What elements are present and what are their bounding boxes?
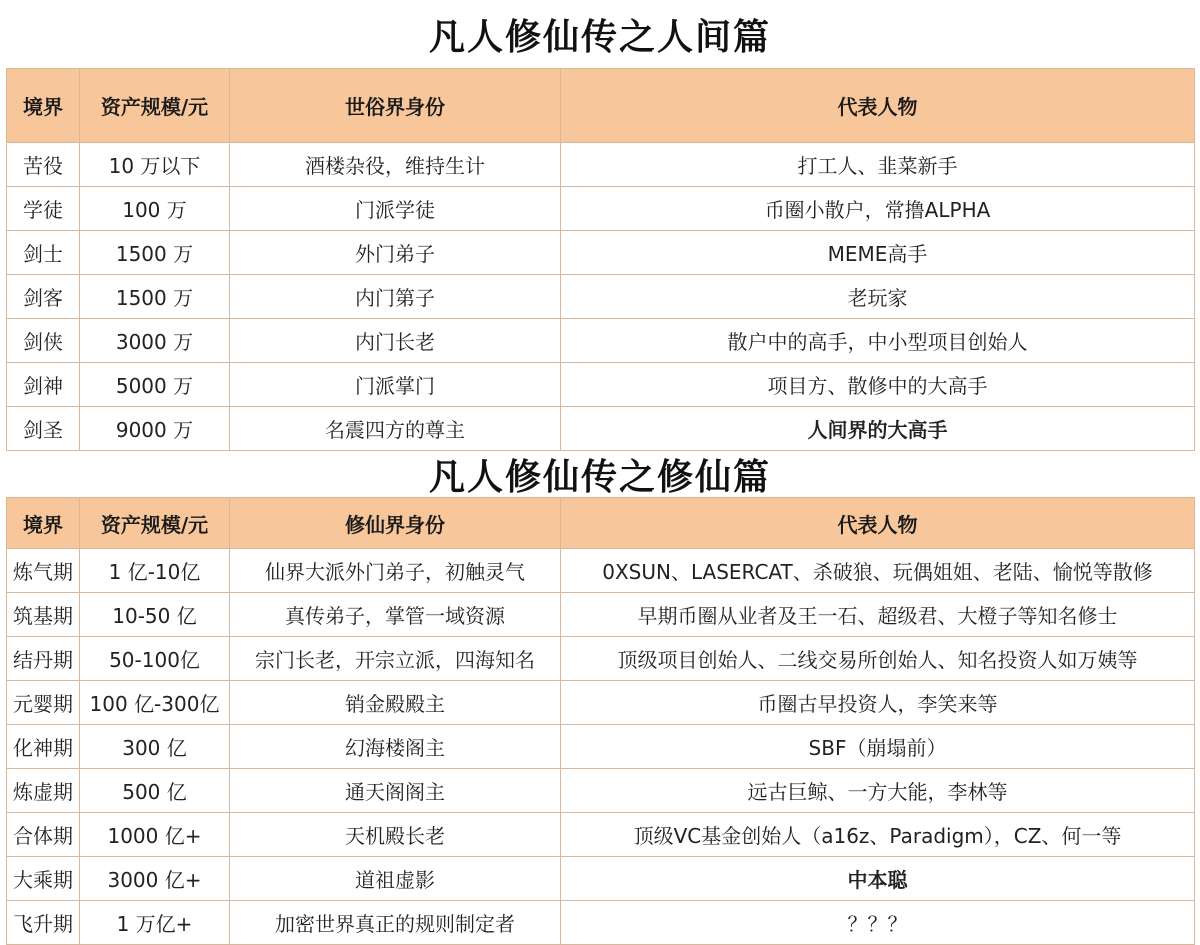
cell-assets: 100 亿-300亿 bbox=[80, 681, 230, 725]
table-row bbox=[7, 143, 1195, 187]
header-representatives: 代表人物 bbox=[561, 498, 1195, 549]
header-identity: 修仙界身份 bbox=[230, 498, 561, 549]
cell-identity: 加密世界真正的规则制定者 bbox=[230, 901, 561, 945]
table-row bbox=[7, 363, 1195, 407]
cell-identity: 真传弟子，掌管一域资源 bbox=[230, 593, 561, 637]
cell-assets: 9000 万 bbox=[80, 407, 230, 451]
cell-representatives: 顶级项目创始人、二线交易所创始人、知名投资人如万姨等 bbox=[561, 637, 1195, 681]
cell-representatives: 币圈古早投资人，李笑来等 bbox=[561, 681, 1195, 725]
cell-identity: 仙界大派外门弟子，初触灵气 bbox=[230, 549, 561, 593]
cell-realm: 剑侠 bbox=[7, 319, 80, 363]
cell-realm: 炼气期 bbox=[7, 549, 80, 593]
cell-realm: 结丹期 bbox=[7, 637, 80, 681]
cell-assets: 100 万 bbox=[80, 187, 230, 231]
cell-realm: 合体期 bbox=[7, 813, 80, 857]
header-identity: 世俗界身份 bbox=[230, 69, 561, 143]
cell-identity: 酒楼杂役，维持生计 bbox=[230, 143, 561, 187]
cell-identity: 销金殿殿主 bbox=[230, 681, 561, 725]
cell-assets: 3000 万 bbox=[80, 319, 230, 363]
cell-realm: 元婴期 bbox=[7, 681, 80, 725]
cell-representatives: 币圈小散户，常撸ALPHA bbox=[561, 187, 1195, 231]
cell-representatives: 人间界的大高手 bbox=[561, 407, 1195, 451]
header-row bbox=[7, 498, 1195, 549]
header-realm: 境界 bbox=[7, 498, 80, 549]
cell-realm: 剑客 bbox=[7, 275, 80, 319]
header-assets: 资产规模/元 bbox=[80, 69, 230, 143]
table-row bbox=[7, 857, 1195, 901]
cell-realm: 炼虚期 bbox=[7, 769, 80, 813]
cell-representatives: MEME高手 bbox=[561, 231, 1195, 275]
cell-identity: 门派掌门 bbox=[230, 363, 561, 407]
cell-realm: 苦役 bbox=[7, 143, 80, 187]
cell-assets: 500 亿 bbox=[80, 769, 230, 813]
cell-realm: 剑士 bbox=[7, 231, 80, 275]
header-row bbox=[7, 69, 1195, 143]
cell-realm: 剑圣 bbox=[7, 407, 80, 451]
table-row bbox=[7, 593, 1195, 637]
header-assets: 资产规模/元 bbox=[80, 498, 230, 549]
cell-representatives: SBF（崩塌前） bbox=[561, 725, 1195, 769]
cell-assets: 3000 亿+ bbox=[80, 857, 230, 901]
cell-representatives: 项目方、散修中的大高手 bbox=[561, 363, 1195, 407]
table-row bbox=[7, 725, 1195, 769]
cell-realm: 剑神 bbox=[7, 363, 80, 407]
cell-realm: 飞升期 bbox=[7, 901, 80, 945]
cell-realm: 筑基期 bbox=[7, 593, 80, 637]
cell-identity: 通天阁阁主 bbox=[230, 769, 561, 813]
cell-identity: 门派学徒 bbox=[230, 187, 561, 231]
table-row bbox=[7, 231, 1195, 275]
table-row bbox=[7, 681, 1195, 725]
cell-assets: 1 亿-10亿 bbox=[80, 549, 230, 593]
table-row bbox=[7, 813, 1195, 857]
cell-assets: 1500 万 bbox=[80, 275, 230, 319]
header-realm: 境界 bbox=[7, 69, 80, 143]
table-row bbox=[7, 901, 1195, 945]
cell-identity: 宗门长老，开宗立派，四海知名 bbox=[230, 637, 561, 681]
cell-assets: 1 万亿+ bbox=[80, 901, 230, 945]
cell-identity: 内门第子 bbox=[230, 275, 561, 319]
section1-title: 凡人修仙传之人间篇 bbox=[428, 16, 771, 58]
cell-identity: 幻海楼阁主 bbox=[230, 725, 561, 769]
table-row bbox=[7, 275, 1195, 319]
cell-realm: 学徒 bbox=[7, 187, 80, 231]
cell-identity: 道祖虚影 bbox=[230, 857, 561, 901]
table-row bbox=[7, 407, 1195, 451]
cell-identity: 内门长老 bbox=[230, 319, 561, 363]
cell-assets: 300 亿 bbox=[80, 725, 230, 769]
table-row bbox=[7, 769, 1195, 813]
section2-title: 凡人修仙传之修仙篇 bbox=[428, 456, 771, 498]
cell-realm: 化神期 bbox=[7, 725, 80, 769]
cell-assets: 5000 万 bbox=[80, 363, 230, 407]
table-row bbox=[7, 319, 1195, 363]
cell-representatives: 顶级VC基金创始人（a16z、Paradigm），CZ、何一等 bbox=[561, 813, 1195, 857]
table-row bbox=[7, 637, 1195, 681]
cell-assets: 10 万以下 bbox=[80, 143, 230, 187]
cell-representatives: 散户中的高手，中小型项目创始人 bbox=[561, 319, 1195, 363]
realm-table-cultivation bbox=[6, 497, 1195, 945]
realm-table-mortal bbox=[6, 68, 1195, 451]
header-representatives: 代表人物 bbox=[561, 69, 1195, 143]
cell-representatives: 打工人、韭菜新手 bbox=[561, 143, 1195, 187]
cell-assets: 10-50 亿 bbox=[80, 593, 230, 637]
cell-realm: 大乘期 bbox=[7, 857, 80, 901]
cell-representatives: 早期币圈从业者及王一石、超级君、大橙子等知名修士 bbox=[561, 593, 1195, 637]
cell-representatives: 远古巨鲸、一方大能，李林等 bbox=[561, 769, 1195, 813]
cell-representatives: 中本聪 bbox=[561, 857, 1195, 901]
cell-representatives: 老玩家 bbox=[561, 275, 1195, 319]
cell-representatives: ？？？ bbox=[561, 901, 1195, 945]
cell-representatives: 0XSUN、LASERCAT、杀破狼、玩偶姐姐、老陆、愉悦等散修 bbox=[561, 549, 1195, 593]
cell-identity: 天机殿长老 bbox=[230, 813, 561, 857]
table-row bbox=[7, 187, 1195, 231]
cell-assets: 50-100亿 bbox=[80, 637, 230, 681]
table-row bbox=[7, 549, 1195, 593]
cell-assets: 1500 万 bbox=[80, 231, 230, 275]
cell-identity: 名震四方的尊主 bbox=[230, 407, 561, 451]
cell-assets: 1000 亿+ bbox=[80, 813, 230, 857]
cell-identity: 外门弟子 bbox=[230, 231, 561, 275]
